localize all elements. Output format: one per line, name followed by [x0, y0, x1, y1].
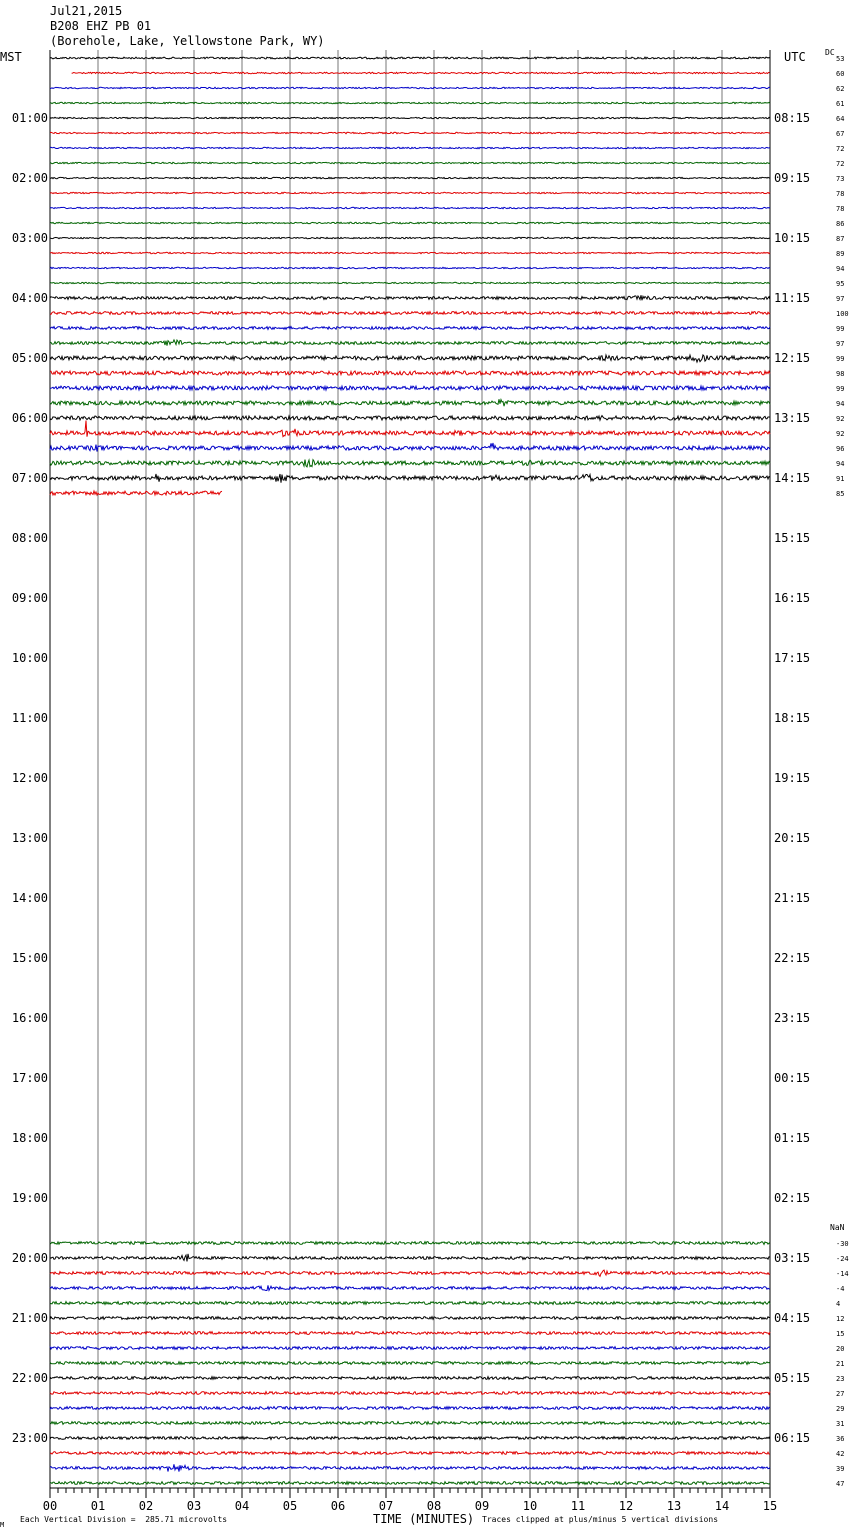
hour-label-right: 21:15 [774, 891, 811, 905]
trace-early-row-27 [50, 460, 770, 467]
hour-label-right: 11:15 [774, 291, 811, 305]
trace-late-row-84 [50, 1317, 770, 1320]
trace-early-row-6 [50, 147, 770, 148]
trace-offset-label: 92 [836, 430, 845, 438]
trace-early-row-1 [72, 72, 770, 73]
trace-early-row-3 [50, 102, 770, 103]
hour-label-left: 23:00 [11, 1431, 48, 1445]
trace-offset-label: 72 [836, 145, 845, 153]
x-tick-label: 03 [186, 1499, 202, 1513]
trace-offset-label: 78 [836, 205, 845, 213]
scale-note: Each Vertical Division = 285.71 microvolts [20, 1515, 228, 1524]
trace-offset-label: 20 [836, 1345, 845, 1353]
station-id: B208 EHZ PB 01 [50, 19, 152, 33]
trace-offset-label: 100 [836, 310, 849, 318]
trace-late-row-95 [50, 1482, 770, 1485]
trace-late-row-87 [50, 1362, 770, 1365]
trace-early-row-28 [50, 474, 770, 483]
trace-offset-label: 39 [836, 1465, 845, 1473]
trace-offset-label: 78 [836, 190, 845, 198]
trace-offset-label: 12 [836, 1315, 845, 1323]
hour-label-right: 00:15 [774, 1071, 811, 1085]
trace-offset-label: 61 [836, 100, 845, 108]
hour-label-left: 10:00 [11, 651, 48, 665]
clip-note: Traces clipped at plus/minus 5 vertical divisions [482, 1515, 719, 1524]
hour-label-left: 12:00 [11, 771, 48, 785]
trace-late-row-85 [50, 1332, 770, 1335]
hour-label-right: 17:15 [774, 651, 811, 665]
trace-early-row-20 [50, 355, 770, 362]
trace-offset-label: 97 [836, 295, 845, 303]
x-tick-label: 10 [522, 1499, 538, 1513]
trace-early-row-13 [50, 252, 770, 253]
hour-label-left: 04:00 [11, 291, 48, 305]
trace-offset-label: 96 [836, 445, 845, 453]
trace-offset-label: 47 [836, 1480, 845, 1488]
x-tick-label: 08 [426, 1499, 442, 1513]
trace-early-row-29 [50, 491, 222, 495]
station-location: (Borehole, Lake, Yellowstone Park, WY) [50, 34, 325, 48]
hour-label-left: 18:00 [11, 1131, 48, 1145]
hour-label-right: 15:15 [774, 531, 811, 545]
trace-offset-label: 15 [836, 1330, 845, 1338]
trace-offset-label: 91 [836, 475, 845, 483]
trace-offset-label: 94 [836, 265, 845, 273]
trace-early-row-7 [50, 162, 770, 163]
x-tick-label: 04 [234, 1499, 250, 1513]
hour-label-left: 11:00 [11, 711, 48, 725]
trace-early-row-26 [50, 443, 770, 452]
trace-offset-label: 62 [836, 85, 845, 93]
hour-label-right: 08:15 [774, 111, 811, 125]
trace-late-row-93 [50, 1452, 770, 1455]
x-tick-label: 11 [570, 1499, 586, 1513]
trace-early-row-16 [50, 295, 770, 300]
trace-early-row-10 [50, 207, 770, 208]
trace-early-row-21 [50, 371, 770, 375]
trace-early-row-25 [50, 421, 770, 437]
trace-early-row-5 [50, 132, 770, 133]
hour-label-left: 19:00 [11, 1191, 48, 1205]
trace-offset-label: 42 [836, 1450, 845, 1458]
trace-offset-label: 99 [836, 355, 845, 363]
x-tick-label: 15 [762, 1499, 778, 1513]
trace-offset-label: 73 [836, 175, 845, 183]
hour-label-left: 01:00 [11, 111, 48, 125]
hour-label-right: 03:15 [774, 1251, 811, 1265]
trace-early-row-19 [50, 340, 770, 346]
trace-offset-label: 72 [836, 160, 845, 168]
x-tick-label: 01 [90, 1499, 106, 1513]
trace-early-row-14 [50, 267, 770, 268]
trace-early-row-0 [50, 57, 770, 59]
hour-label-left: 15:00 [11, 951, 48, 965]
trace-offset-label: 94 [836, 460, 845, 468]
trace-early-row-18 [50, 327, 770, 330]
trace-offset-label: 21 [836, 1360, 845, 1368]
x-axis-label: TIME (MINUTES) [373, 1512, 475, 1526]
hour-label-left: 07:00 [11, 471, 48, 485]
trace-early-row-24 [50, 416, 770, 421]
trace-offset-label: 31 [836, 1420, 845, 1428]
hour-label-right: 09:15 [774, 171, 811, 185]
trace-offset-label: 98 [836, 370, 845, 378]
hour-label-left: 20:00 [11, 1251, 48, 1265]
trace-early-row-11 [50, 222, 770, 223]
trace-early-row-17 [50, 312, 770, 315]
x-tick-label: 06 [330, 1499, 346, 1513]
trace-early-row-2 [50, 87, 770, 88]
hour-label-right: 18:15 [774, 711, 811, 725]
trace-offset-label: 99 [836, 385, 845, 393]
hour-label-right: 12:15 [774, 351, 811, 365]
trace-offset-label: 92 [836, 415, 845, 423]
hour-label-left: 14:00 [11, 891, 48, 905]
trace-late-row-86 [50, 1347, 770, 1350]
trace-early-row-9 [50, 192, 770, 193]
trace-late-row-92 [50, 1437, 770, 1440]
hour-label-right: 05:15 [774, 1371, 811, 1385]
x-tick-label: 02 [138, 1499, 154, 1513]
trace-late-row-89 [50, 1392, 770, 1395]
trace-late-row-90 [50, 1407, 770, 1410]
hour-label-left: 22:00 [11, 1371, 48, 1385]
trace-offset-label: 89 [836, 250, 845, 258]
hour-label-left: 13:00 [11, 831, 48, 845]
trace-offset-label: -24 [836, 1255, 849, 1263]
hour-label-right: 16:15 [774, 591, 811, 605]
trace-offset-label: 29 [836, 1405, 845, 1413]
trace-early-row-12 [50, 237, 770, 238]
hour-label-right: 06:15 [774, 1431, 811, 1445]
trace-early-row-23 [50, 399, 770, 406]
hour-label-right: 02:15 [774, 1191, 811, 1205]
x-tick-label: 14 [714, 1499, 730, 1513]
hour-label-right: 04:15 [774, 1311, 811, 1325]
trace-offset-label: 86 [836, 220, 845, 228]
trace-early-row-22 [50, 386, 770, 390]
hour-label-left: 17:00 [11, 1071, 48, 1085]
hour-label-left: 05:00 [11, 351, 48, 365]
trace-late-row-79 [50, 1242, 770, 1245]
hour-label-left: 03:00 [11, 231, 48, 245]
hour-label-left: 21:00 [11, 1311, 48, 1325]
trace-offset-label: 94 [836, 400, 845, 408]
trace-late-row-91 [50, 1422, 770, 1425]
hour-label-right: 14:15 [774, 471, 811, 485]
hour-label-right: 19:15 [774, 771, 811, 785]
trace-offset-label: 87 [836, 235, 845, 243]
trace-offset-label: 60 [836, 70, 845, 78]
nan-label: NaN [830, 1223, 845, 1232]
hour-label-left: 16:00 [11, 1011, 48, 1025]
trace-late-row-82 [50, 1285, 770, 1290]
dc-label: DC [825, 48, 835, 57]
trace-early-row-4 [50, 117, 770, 118]
hour-label-left: 09:00 [11, 591, 48, 605]
hour-label-left: 06:00 [11, 411, 48, 425]
trace-offset-label: 64 [836, 115, 845, 123]
corner-mark: M [0, 1521, 5, 1529]
trace-late-row-80 [50, 1254, 770, 1262]
trace-offset-label: -4 [836, 1285, 845, 1293]
trace-offset-label: 67 [836, 130, 845, 138]
trace-early-row-8 [50, 177, 770, 178]
left-timezone: MST [0, 50, 22, 64]
trace-offset-label: 23 [836, 1375, 845, 1383]
hour-label-right: 22:15 [774, 951, 811, 965]
trace-offset-label: -14 [836, 1270, 849, 1278]
trace-late-row-81 [50, 1270, 770, 1276]
trace-late-row-83 [50, 1302, 770, 1305]
trace-late-row-88 [50, 1377, 770, 1380]
trace-offset-label: 4 [836, 1300, 841, 1308]
trace-offset-label: 36 [836, 1435, 845, 1443]
x-tick-label: 09 [474, 1499, 490, 1513]
trace-offset-label: 85 [836, 490, 845, 498]
hour-label-left: 08:00 [11, 531, 48, 545]
hour-label-left: 02:00 [11, 171, 48, 185]
hour-label-right: 01:15 [774, 1131, 811, 1145]
trace-offset-label: 99 [836, 325, 845, 333]
hour-label-right: 23:15 [774, 1011, 811, 1025]
plot-date: Jul21,2015 [50, 4, 123, 18]
trace-offset-label: 53 [836, 55, 845, 63]
x-tick-label: 07 [378, 1499, 394, 1513]
trace-offset-label: -30 [836, 1240, 849, 1248]
x-tick-label: 00 [42, 1499, 58, 1513]
trace-early-row-15 [50, 282, 770, 283]
right-timezone: UTC [784, 50, 806, 64]
x-tick-label: 13 [666, 1499, 682, 1513]
x-tick-label: 12 [618, 1499, 634, 1513]
trace-offset-label: 95 [836, 280, 845, 288]
trace-offset-label: 97 [836, 340, 845, 348]
x-tick-label: 05 [282, 1499, 298, 1513]
trace-offset-label: 27 [836, 1390, 845, 1398]
trace-late-row-94 [50, 1464, 770, 1471]
hour-label-right: 20:15 [774, 831, 811, 845]
hour-label-right: 13:15 [774, 411, 811, 425]
hour-label-right: 10:15 [774, 231, 811, 245]
